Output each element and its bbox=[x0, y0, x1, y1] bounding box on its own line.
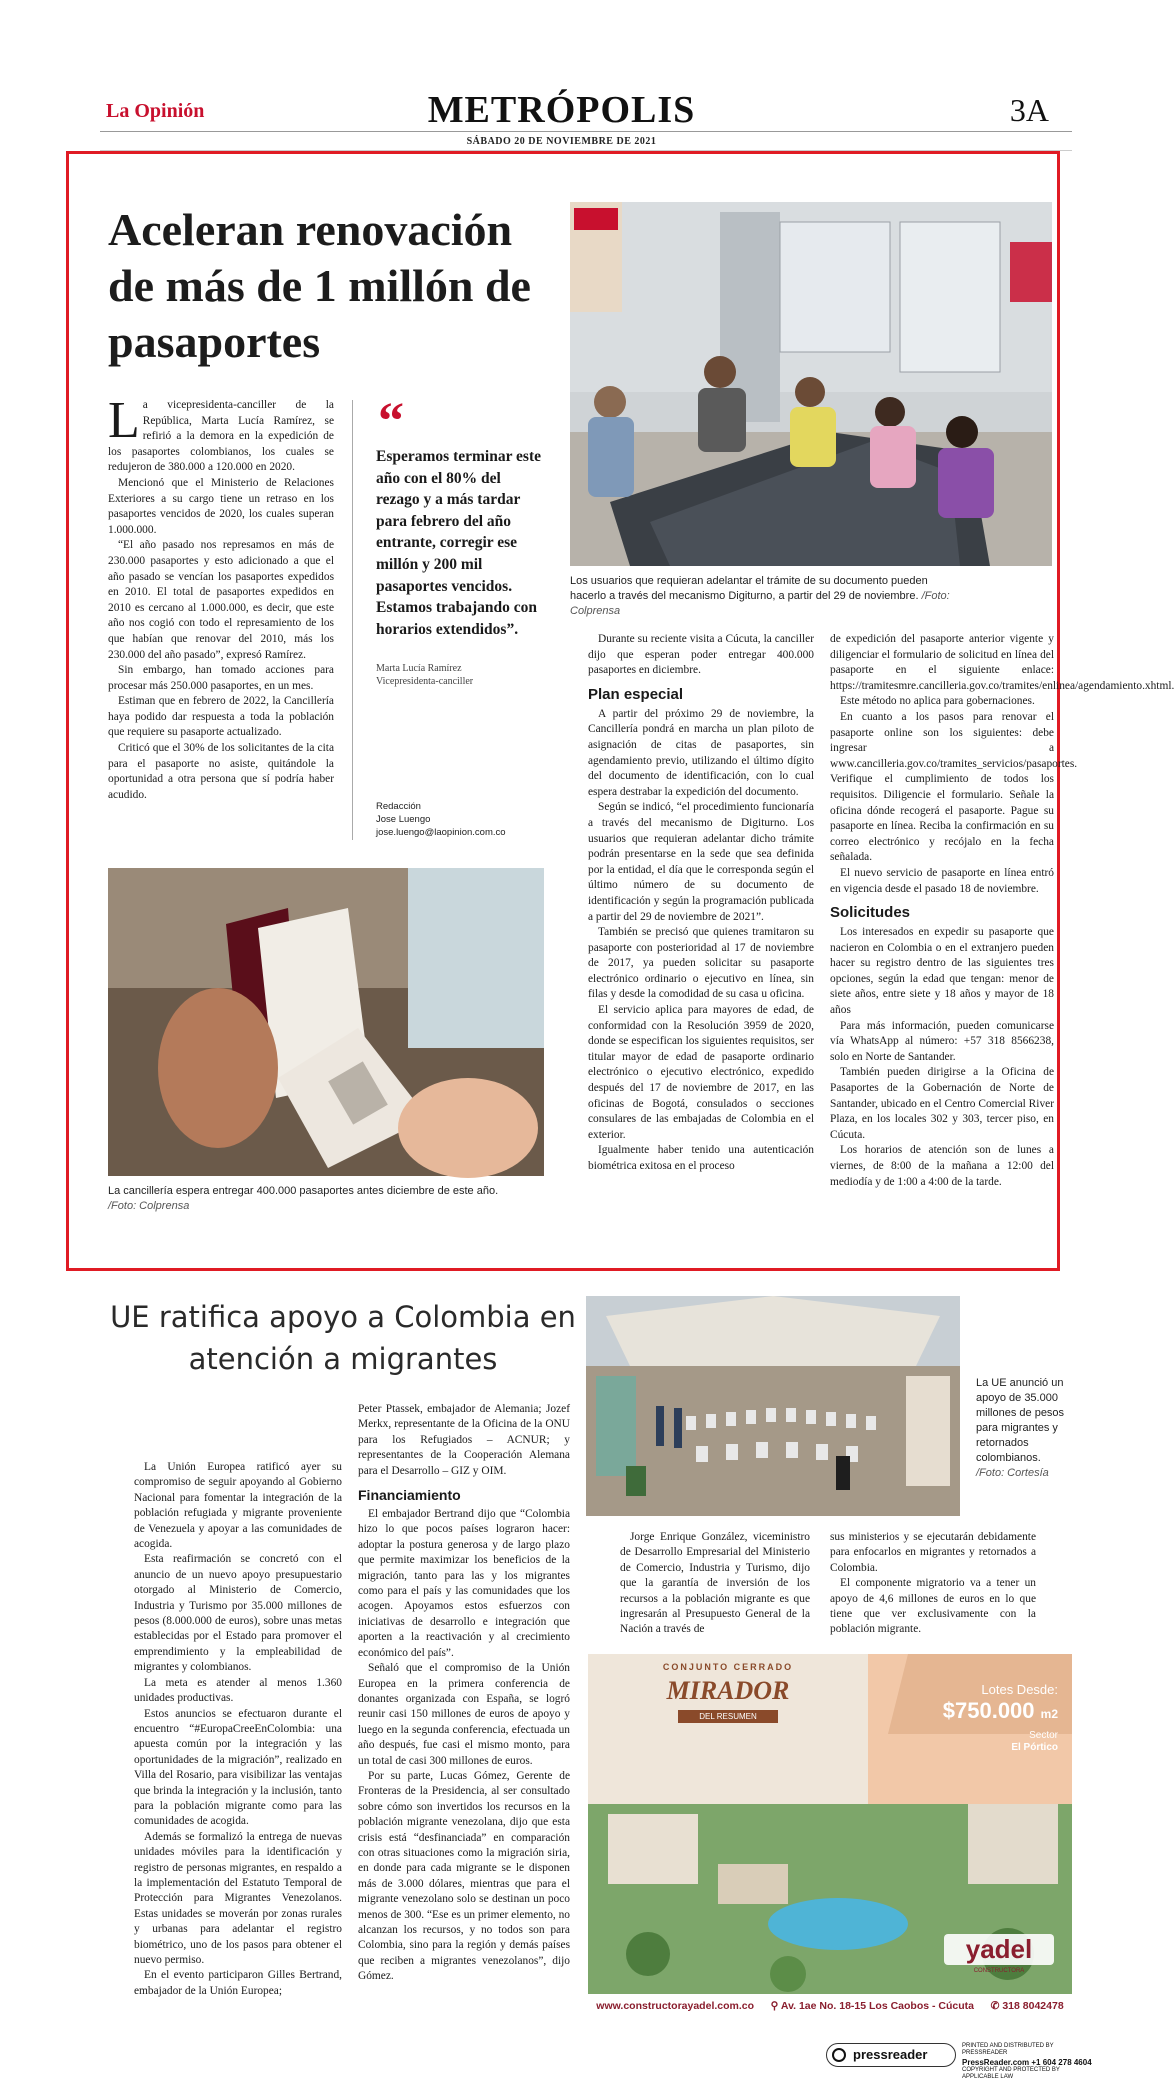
byline-label: Redacción bbox=[376, 801, 421, 812]
article-headline: Aceleran renovación de más de 1 millón de pasaportes bbox=[108, 204, 531, 367]
caption-text: La cancillería espera entregar 400.000 pasaportes antes diciembre de este año. bbox=[108, 1185, 499, 1197]
ad-address-text: Av. 1ae No. 18-15 Los Caobos - Cúcuta bbox=[780, 2000, 975, 2012]
header-rule bbox=[100, 131, 1072, 132]
caption-text: La UE anunció un apoyo de 35.000 millones de pesos para migrantes y retornados colombianos. bbox=[976, 1377, 1065, 1464]
paragraph: Estos anuncios se efectuaron durante el encuentro “#EuropaCreeEnColombia: una apuesta común por la integración y las oportunidades de la migración”, realizado en Villa del Rosario, para visibilizar las ventajas que brinda la integración y la inclusión, tanto para la población migrante como para las comunidades de acogida. bbox=[134, 1707, 342, 1828]
photo-credit: /Foto: Cortesía bbox=[976, 1467, 1049, 1479]
pressreader-icon bbox=[832, 2048, 846, 2062]
paragraph: El embajador Bertrand dijo que “Colombia hizo lo que pocos países lograron hacer: adoptar la postura generosa y de largo plazo que permite maximizar los beneficios de la migración, tanto para las y los migrantes como para el país y las comunidades que los acogen. Apoyamos estos esfuerzos con iniciativas de desarrollo e integración que aporten a la reactivación y al crecimiento económico del país”. bbox=[358, 1508, 570, 1659]
dateline: SÁBADO 20 DE NOVIEMBRE DE 2021 bbox=[466, 136, 657, 147]
pressreader-notice bbox=[962, 2043, 1092, 2082]
paragraph: de expedición del pasaporte anterior vigente y diligenciar el formulario de solicitud en línea del pasaporte en el siguiente enlace: https://tramitesmre.cancilleria.gov.co/tramites/enlinea/agendamiento.xhtml. bbox=[830, 633, 1174, 692]
drop-cap: L bbox=[108, 392, 140, 449]
paragraph: El servicio aplica para mayores de edad, de conformidad con la Resolución 3959 de 2020, donde se especifican los siguientes requisitos, ser titular mayor de edad de pasaporte ordinario electrónico o ejecutivo electrónico, expedido después del 17 de noviembre de 2017, en las oficinas de Bogotá, consulados o secciones consulares de las embajadas de Colombia en el exterior. bbox=[588, 1004, 814, 1141]
photo-credit: /Foto: Colprensa bbox=[108, 1200, 190, 1212]
photo-passport bbox=[108, 868, 544, 1176]
paragraph: Este método no aplica para gobernaciones. bbox=[840, 695, 1035, 708]
paragraph: Señaló que el compromiso de la Unión Europea en la primera conferencia de donantes organizada con España, se logró reunir casi 150 millones de euros de apoyo y luego en la segunda conferencia, efectuada un año después, fue casi el mismo monto, para un total de casi 300 millones de euros. bbox=[358, 1662, 570, 1767]
paragraph: La Unión Europea ratificó ayer su compromiso de seguir apoyando al Gobierno Nacional para fomentar la integración de la población refugiada y migrante proveniente de Venezuela y apoyar a las comunidades de acogida. bbox=[134, 1461, 342, 1551]
ad-price-unit: m2 bbox=[1040, 1707, 1058, 1721]
pressreader-logo[interactable]: pressreader bbox=[826, 2043, 956, 2067]
ad-price-label: Lotes Desde: bbox=[981, 1682, 1058, 1697]
article2-column-3 bbox=[620, 1530, 810, 1638]
subheading: Plan especial bbox=[588, 685, 684, 703]
subheading: Financiamiento bbox=[358, 1487, 461, 1504]
paragraph: Jorge Enrique González, viceministro de Desarrollo Empresarial del Ministerio de Comercio, Industria y Turismo, dijo que la garantía de inversión de los recursos a la población migrante es que ingresarán al Presupuesto General de la Nación a través de bbox=[620, 1531, 810, 1636]
photo-credit: /Foto: Colprensa bbox=[570, 590, 950, 617]
ad-phone[interactable] bbox=[991, 2000, 1064, 2012]
article2-column-1 bbox=[134, 1460, 342, 1999]
article2-column-2 bbox=[358, 1402, 570, 1985]
notice-line: COPYRIGHT AND PROTECTED BY APPLICABLE LAW bbox=[962, 2066, 1060, 2081]
byline-email[interactable]: jose.luengo@laopinion.com.co bbox=[376, 827, 506, 838]
ad-phone-text: 318 8042478 bbox=[1002, 2000, 1064, 2012]
paragraph: Los horarios de atención son de lunes a viernes, de 8:00 de la mañana a 12:00 del mediodía y de 1:00 a 4:00 de la tarde. bbox=[830, 1144, 1054, 1188]
section-title: METRÓPOLIS bbox=[427, 89, 696, 131]
location-pin-icon: ⚲ bbox=[770, 2000, 779, 2012]
paragraph: “El año pasado nos represamos en más de 230.000 pasaportes y esto adicionado a que el año pasado se vencían los pasaportes expedidos en 2010. El total de pasaportes expedidos en 2010 es cercano al 1.000.000, es decir, que este año nos cogió con todo el represamiento de los que habían que renovar del 2010, más los 230.000 del año pasado”, expresó Ramírez. bbox=[108, 539, 334, 661]
ad-sector-label: Sector bbox=[1029, 1730, 1058, 1741]
paragraph: En el evento participaron Gilles Bertrand, embajador de la Unión Europea; bbox=[134, 1969, 342, 1997]
article-column-3 bbox=[588, 632, 814, 1175]
paragraph: Por su parte, Lucas Gómez, Gerente de Fronteras de la Presidencia, al ser consultado sobre cómo son invertidos los recursos en la población migrante venezolana, dijo que esta crisis está “desfinanciada” en comparación con otras situaciones como la migración siria, en donde para cada migrante se le disponen más de 3.000 dólares, mientras que para el migrante venezolano solo se destinan un poco menos de 300. “Ese es un primer elemento, no alcanzan los recursos, y no todos son para Colombia, sino para la región y demás países que reciben a migrantes venezolanos”, dijo Gómez. bbox=[358, 1769, 570, 1983]
paragraph: Criticó que el 30% de los solicitantes de la cita para el pasaporte no asiste, quitándole la oportunidad a otra persona que sí podría haber acudido. bbox=[108, 742, 334, 801]
masthead-logo: La Opinión bbox=[106, 100, 205, 122]
caption-text: Los usuarios que requieran adelantar el trámite de su documento pueden hacerlo a través del mecanismo Digiturno, a partir del 29 de noviembre. bbox=[570, 575, 928, 602]
paragraph: A partir del próximo 29 de noviembre, la Cancillería pondrá en marcha un plan piloto de asignación de citas de pasaportes, sin agendamiento previo, utilizando el último dígito del documento de identificación, con lo cual espera destrabar la expedición del documento. bbox=[588, 707, 814, 798]
ad-sector bbox=[968, 1730, 1058, 1754]
photo-caption bbox=[108, 1184, 508, 1214]
notice-line: PRINTED AND DISTRIBUTED BY PRESSREADER bbox=[962, 2043, 1054, 2057]
ad-price-value: $750.000 bbox=[942, 1698, 1035, 1723]
paragraph: También se precisó que quienes tramitaron su pasaporte con posterioridad al 17 de noviembre de 2017, ya pueden solicitar su pasaporte electrónico ordinario o ejecutivo en línea, sin filas y desde la comodidad de su casa u oficina. bbox=[588, 926, 814, 1001]
ad-price bbox=[904, 1698, 1058, 1724]
paragraph: Mencionó que el Ministerio de Relaciones Exteriores a su cargo tiene un retraso en los pasaportes vencidos de 2020, los cuales superan 1.000.000. bbox=[108, 476, 334, 536]
ad-brand: yadel bbox=[944, 1934, 1054, 1965]
quote-mark: “ bbox=[378, 393, 404, 450]
paragraph: Sin embargo, han tomado acciones para procesar más 250.000 pasaportes, en un mes. bbox=[108, 664, 334, 692]
paragraph: sus ministerios y se ejecutarán debidamente para enfocarlos en migrantes y retornados a Colombia. bbox=[830, 1531, 1036, 1574]
photo-event bbox=[586, 1296, 960, 1516]
photo-caption bbox=[570, 574, 950, 619]
notice-line: PressReader.com +1 604 278 4604 bbox=[962, 2057, 1092, 2067]
paragraph: Además se formalizó la entrega de nuevas unidades móviles para la identificación y registro de personas migrantes, en respaldo a la implementación del Estatuto Temporal de Protección para Migrantes Venezolanos. Estas unidades se moverán por zonas rurales y urbanas para adelantar el registro biométrico, uno de los pasos para obtener el nuevo permiso. bbox=[134, 1830, 342, 1966]
byline-name: Jose Luengo bbox=[376, 814, 431, 825]
quote-role: Vicepresidenta-canciller bbox=[376, 676, 474, 687]
pull-quote: Esperamos terminar este año con el 80% del rezago y a más tardar para febrero del año entrante, corregir ese millón y 200 mil pasaportes vencidos. Estamos trabajando con horarios extendidos”. bbox=[376, 448, 542, 638]
page-number: 3A bbox=[1009, 92, 1049, 128]
paragraph: Igualmente haber tenido una autenticación biométrica exitosa en el proceso bbox=[588, 1144, 814, 1172]
paragraph: Los interesados en expedir su pasaporte que nacieron en Colombia o en el extranjero pueden hacer su registro dentro de las siguientes tres opciones, según la edad que tengan: menor de siete años, entre siete y 18 años y mayor de 18 años bbox=[830, 926, 1054, 1017]
ad-sub: DEL RESUMEN bbox=[678, 1710, 778, 1723]
byline bbox=[376, 800, 566, 839]
column-divider bbox=[352, 400, 353, 840]
paragraph: La meta es atender al menos 1.360 unidades productivas. bbox=[134, 1676, 342, 1705]
article2-column-4 bbox=[830, 1530, 1036, 1638]
paragraph: Esta reafirmación se concretó con el anuncio de un nuevo apoyo presupuestario otorgado al Ministerio de Comercio, Industria y Turismo por 35.000 millones de pesos (8.000.000 de euros), sobre unas metas establecidas por el Estado para promover el emprendimiento y la empleabilidad de migrantes y colombianos. bbox=[134, 1553, 342, 1674]
side-caption bbox=[976, 1376, 1066, 1481]
article-column-1 bbox=[108, 392, 334, 803]
ad-sector-value: El Pórtico bbox=[1011, 1742, 1058, 1753]
paragraph: Peter Ptassek, embajador de Alemania; Jozef Merkx, representante de la Oficina de la ONU para los Refugiados – ACNUR; y representantes de la Cooperación Alemana para el Desarrollo – GIZ y OIM. bbox=[358, 1403, 570, 1477]
ad-contact-bar bbox=[588, 2000, 1072, 2012]
paragraph: a vicepresidenta-canciller de la República, Marta Lucía Ramírez, se refirió a la demora en la expedición de los pasaportes colombianos, los cuales se redujeron de 380.000 a 120.000 en 2020. bbox=[108, 399, 334, 474]
paragraph: En cuanto a los pasos para renovar el pasaporte online son los siguientes: debe ingresar a www.cancilleria.gov.co/tramites_servicios/pasaportes. Verifique el cumplimiento de todos los requisitos. Diligencie el formulario. Señale la oficina dónde recogerá el pasaporte. Pague su pasaporte en línea. Reciba la confirmación en su correo electrónico y recójalo en la fecha señalada. bbox=[830, 710, 1078, 864]
article-column-4 bbox=[830, 632, 1174, 1190]
whatsapp-icon: ✆ bbox=[990, 2000, 1000, 2012]
advertisement[interactable] bbox=[588, 1654, 1072, 2020]
paragraph: Estiman que en febrero de 2022, la Cancillería haya podido dar respuesta a toda la población que requiere su pasaporte actualizado. bbox=[108, 695, 334, 739]
article-headline: UE ratifica apoyo a Colombia en atención a migrantes bbox=[110, 1300, 576, 1376]
paragraph: Para más información, pueden comunicarse vía WhatsApp al número: +57 318 8566238, solo en Norte de Santander. bbox=[830, 1019, 1054, 1063]
ad-address bbox=[771, 2000, 974, 2012]
paragraph: Según se indicó, “el procedimiento funcionaría a través del mecanismo de Digiturno. Los usuarios que requieran adelantar dicho trámite podrán presentarse en la sede que sea definida por la entidad, el día que le corresponda según el último número de su documento de identificación y según la programación publicada a partir del 29 de noviembre de 2021”. bbox=[588, 801, 814, 923]
photo-waiting-room bbox=[570, 202, 1052, 566]
paragraph: El componente migratorio va a tener un apoyo de 4,6 millones de euros en lo que tiene que ver exclusivamente con la población migrante. bbox=[830, 1577, 1036, 1636]
ad-tag: CONJUNTO CERRADO bbox=[662, 1662, 794, 1672]
quote-attribution bbox=[376, 662, 556, 688]
ad-name: MIRADOR bbox=[666, 1676, 790, 1705]
ad-brand-sub: CONSTRUCTORA bbox=[973, 1968, 1025, 1974]
subheading: Solicitudes bbox=[830, 904, 911, 922]
quote-name: Marta Lucía Ramírez bbox=[376, 663, 462, 674]
ad-web[interactable]: www.constructorayadel.com.co bbox=[596, 2000, 755, 2012]
paragraph: El nuevo servicio de pasaporte en línea entró en vigencia desde el pasado 18 de noviembre. bbox=[830, 866, 1054, 895]
paragraph: También pueden dirigirse a la Oficina de Pasaportes de la Gobernación de Norte de Santander, ubicado en el Centro Comercial River Plaza, en los locales 302 y 303, tercer piso, en Cúcuta. bbox=[830, 1066, 1054, 1141]
paragraph: Durante su reciente visita a Cúcuta, la canciller dijo que esperan poder entregar 400.000 pasaportes en diciembre. bbox=[588, 633, 814, 677]
